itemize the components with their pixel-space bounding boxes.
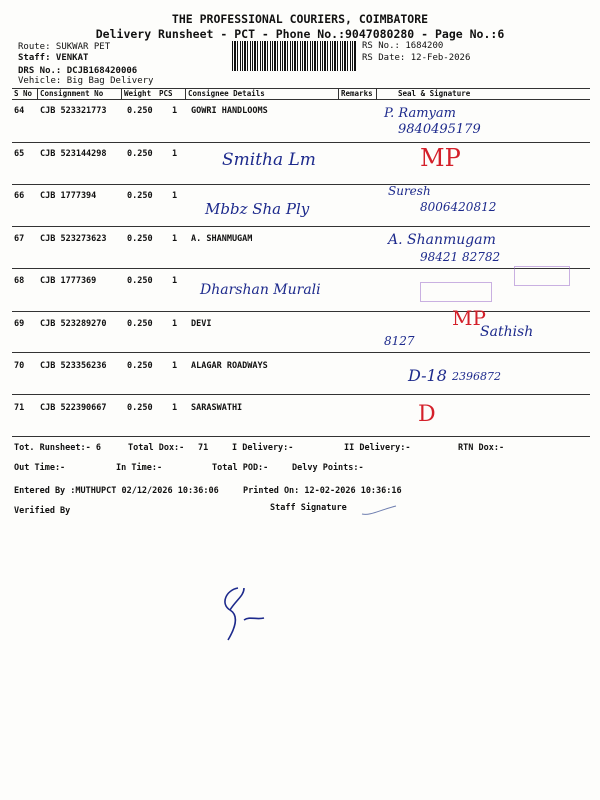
handwritten-mark: D bbox=[418, 402, 436, 427]
row-consignee: SARASWATHI bbox=[191, 403, 243, 413]
drs-label: DRS No.: DCJB168420006 bbox=[18, 66, 138, 76]
handwritten-consignee: Mbbz Sha Ply bbox=[205, 200, 310, 218]
row-weight: 0.250 bbox=[127, 361, 153, 371]
runsheet-subtitle: Delivery Runsheet - PCT - Phone No.:9047080280 - Page No.:6 bbox=[95, 27, 505, 41]
row-consignment: CJB 1777369 bbox=[40, 276, 97, 286]
row-pcs: 1 bbox=[172, 319, 178, 329]
row-consignment: CJB 523289270 bbox=[40, 319, 107, 329]
row-sno: 65 bbox=[14, 149, 25, 159]
handwritten-signature: D-18 bbox=[408, 366, 447, 385]
row-pcs: 1 bbox=[172, 276, 178, 286]
total-pod: Total POD:- bbox=[212, 463, 269, 473]
row-pcs: 1 bbox=[172, 234, 178, 244]
handwritten-phone: 98421 82782 bbox=[420, 250, 501, 264]
handwritten-signature: A. Shanmugam bbox=[388, 232, 496, 248]
handwritten-phone: 2396872 bbox=[452, 370, 501, 383]
entered-by: Entered By :MUTHUPCT 02/12/2026 10:36:06 bbox=[14, 486, 219, 496]
row-sno: 70 bbox=[14, 361, 25, 371]
handwritten-mark: MP bbox=[452, 306, 486, 330]
printed-on: Printed On: 12-02-2026 10:36:16 bbox=[243, 486, 402, 496]
row-consignment: CJB 523356236 bbox=[40, 361, 107, 371]
total-dox-value: 71 bbox=[198, 443, 209, 453]
handwritten-phone: 8006420812 bbox=[420, 200, 497, 214]
i-delivery: I Delivery:- bbox=[232, 443, 294, 453]
col-header-consignment: Consignment No bbox=[40, 89, 104, 98]
row-sno: 66 bbox=[14, 191, 25, 201]
ii-delivery: II Delivery:- bbox=[344, 443, 411, 453]
company-title: THE PROFESSIONAL COURIERS, COIMBATORE bbox=[171, 12, 429, 26]
col-header-weight: Weight bbox=[124, 89, 152, 98]
handwritten-consignee: Dharshan Murali bbox=[200, 282, 321, 298]
col-header-seal: Seal & Signature bbox=[398, 89, 471, 98]
faded-stamp bbox=[420, 282, 492, 302]
row-consignment: CJB 523321773 bbox=[40, 106, 107, 116]
handwritten-mark: MP bbox=[420, 144, 461, 172]
row-weight: 0.250 bbox=[127, 403, 153, 413]
row-weight: 0.250 bbox=[127, 106, 153, 116]
staff-label: Staff: VENKAT bbox=[18, 53, 89, 63]
handwritten-consignee: Smitha Lm bbox=[222, 150, 316, 170]
col-header-remarks: Remarks bbox=[341, 89, 373, 98]
row-sno: 67 bbox=[14, 234, 25, 244]
handwritten-signature: P. Ramyam bbox=[384, 106, 456, 121]
staff-signature-scribble bbox=[360, 502, 400, 518]
faded-stamp bbox=[514, 266, 570, 286]
row-sno: 68 bbox=[14, 276, 25, 286]
row-consignment: CJB 522390667 bbox=[40, 403, 107, 413]
row-consignee: A. SHANMUGAM bbox=[191, 234, 253, 244]
row-weight: 0.250 bbox=[127, 319, 153, 329]
tot-runsheet: Tot. Runsheet:- 6 bbox=[14, 443, 101, 453]
row-sno: 64 bbox=[14, 106, 25, 116]
row-weight: 0.250 bbox=[127, 191, 153, 201]
row-consignment: CJB 1777394 bbox=[40, 191, 97, 201]
row-pcs: 1 bbox=[172, 403, 178, 413]
barcode bbox=[232, 41, 356, 71]
col-header-pcs: PCS bbox=[159, 89, 173, 98]
row-weight: 0.250 bbox=[127, 149, 153, 159]
row-weight: 0.250 bbox=[127, 234, 153, 244]
row-pcs: 1 bbox=[172, 106, 178, 116]
handwritten-phone: 8127 bbox=[384, 334, 415, 348]
out-time: Out Time:- bbox=[14, 463, 66, 473]
in-time: In Time:- bbox=[116, 463, 163, 473]
delvy-points: Delvy Points:- bbox=[292, 463, 364, 473]
col-header-consignee: Consignee Details bbox=[188, 89, 265, 98]
total-dox-label: Total Dox:- bbox=[128, 443, 185, 453]
row-consignment: CJB 523144298 bbox=[40, 149, 107, 159]
row-pcs: 1 bbox=[172, 149, 178, 159]
rtn-dox: RTN Dox:- bbox=[458, 443, 505, 453]
row-consignment: CJB 523273623 bbox=[40, 234, 107, 244]
handwritten-signature: Suresh bbox=[388, 184, 431, 198]
row-consignee: DEVI bbox=[191, 319, 212, 329]
route-label: Route: SUKWAR PET bbox=[18, 42, 111, 52]
signature-scribble bbox=[200, 580, 280, 650]
row-sno: 71 bbox=[14, 403, 25, 413]
col-header-sno: S No bbox=[14, 89, 33, 98]
vehicle-label: Vehicle: Big Bag Delivery bbox=[18, 76, 154, 86]
row-pcs: 1 bbox=[172, 191, 178, 201]
row-consignee: ALAGAR ROADWAYS bbox=[191, 361, 268, 371]
verified-by: Verified By bbox=[14, 506, 71, 516]
row-pcs: 1 bbox=[172, 361, 178, 371]
rs-no: RS No.: 1684200 bbox=[362, 41, 444, 51]
row-consignee: GOWRI HANDLOOMS bbox=[191, 106, 268, 116]
row-sno: 69 bbox=[14, 319, 25, 329]
rs-date: RS Date: 12-Feb-2026 bbox=[362, 53, 471, 63]
handwritten-phone: 9840495179 bbox=[398, 122, 481, 137]
row-weight: 0.250 bbox=[127, 276, 153, 286]
handwritten-signature: Sathish bbox=[480, 324, 534, 340]
staff-signature-label: Staff Signature bbox=[270, 503, 347, 513]
